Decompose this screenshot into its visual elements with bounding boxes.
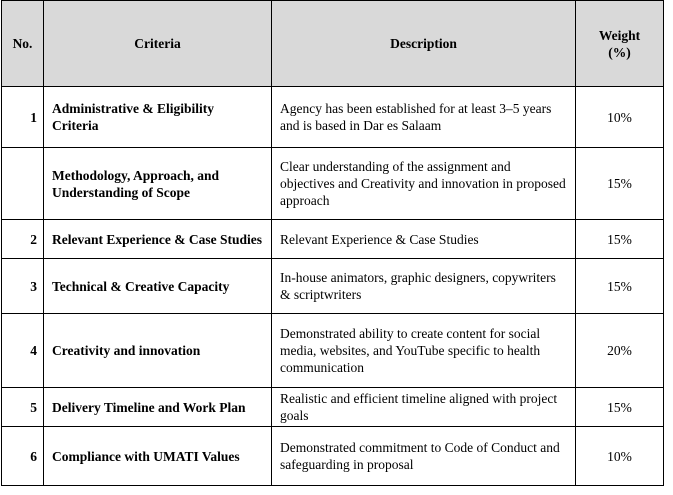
row-description: Demonstrated ability to create content for social media, websites, and YouTube specific to health communication xyxy=(272,314,576,388)
row-criteria: Delivery Timeline and Work Plan xyxy=(44,388,272,427)
row-weight: 15% xyxy=(576,259,664,314)
table-row xyxy=(2,427,664,486)
header-weight xyxy=(576,1,664,87)
row-weight: 10% xyxy=(576,427,664,486)
row-no: 3 xyxy=(2,259,44,314)
row-criteria: Relevant Experience & Case Studies xyxy=(44,220,272,259)
table-row xyxy=(2,148,664,220)
table-row xyxy=(2,314,664,388)
row-weight: 15% xyxy=(576,148,664,220)
row-weight: 10% xyxy=(576,87,664,148)
row-no: 5 xyxy=(2,388,44,427)
table-row xyxy=(2,220,664,259)
row-no: 1 xyxy=(2,87,44,148)
table-body xyxy=(2,87,664,486)
row-weight: 20% xyxy=(576,314,664,388)
evaluation-criteria-table xyxy=(1,0,664,486)
row-no xyxy=(2,148,44,220)
row-no: 2 xyxy=(2,220,44,259)
table-row xyxy=(2,388,664,427)
row-description: Clear understanding of the assignment and objectives and Creativity and innovation in proposed approach xyxy=(272,148,576,220)
row-criteria: Methodology, Approach, and Understanding of Scope xyxy=(44,148,272,220)
table-row xyxy=(2,87,664,148)
row-criteria: Compliance with UMATI Values xyxy=(44,427,272,486)
row-criteria: Technical & Creative Capacity xyxy=(44,259,272,314)
row-description: Relevant Experience & Case Studies xyxy=(272,220,576,259)
row-no: 6 xyxy=(2,427,44,486)
header-description: Description xyxy=(272,1,576,87)
header-weight-line1: Weight xyxy=(598,27,641,43)
header-no: No. xyxy=(2,1,44,87)
header-row xyxy=(2,1,664,87)
header-criteria: Criteria xyxy=(44,1,272,87)
header-weight-line2: (%) xyxy=(608,44,631,60)
row-description: Realistic and efficient timeline aligned with project goals xyxy=(272,388,576,427)
row-description: Demonstrated commitment to Code of Conduct and safeguarding in proposal xyxy=(272,427,576,486)
row-description: In-house animators, graphic designers, copywriters & scriptwriters xyxy=(272,259,576,314)
row-criteria: Administrative & Eligibility Criteria xyxy=(44,87,272,148)
row-weight: 15% xyxy=(576,220,664,259)
row-description: Agency has been established for at least 3–5 years and is based in Dar es Salaam xyxy=(272,87,576,148)
table-header xyxy=(2,1,664,87)
row-no: 4 xyxy=(2,314,44,388)
row-criteria: Creativity and innovation xyxy=(44,314,272,388)
row-weight: 15% xyxy=(576,388,664,427)
table-row xyxy=(2,259,664,314)
